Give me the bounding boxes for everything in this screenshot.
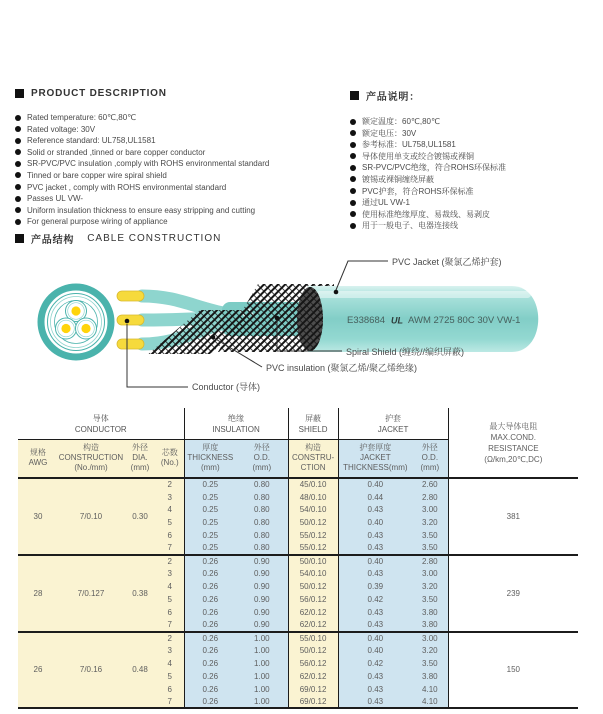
list-item xyxy=(350,128,599,140)
construction-title-en: CABLE CONSTRUCTION xyxy=(87,233,222,244)
ins-thickness-cell: 0.26 xyxy=(184,555,236,568)
conductor-tip xyxy=(117,315,144,325)
subheader-line: 芯数 xyxy=(161,448,178,457)
bullet-icon xyxy=(15,161,21,167)
core-count-cell: 4 xyxy=(156,580,184,593)
list-item xyxy=(350,220,599,232)
shield-construction-cell: 55/0.12 xyxy=(288,529,338,542)
ins-thickness-cell: 0.26 xyxy=(184,632,236,645)
jacket-od-cell: 2.80 xyxy=(412,555,448,568)
cable-cross-section xyxy=(41,287,111,357)
group-header-en: INSULATION xyxy=(212,425,260,434)
list-item-text: 导体使用单支或绞合镀锡或裸铜 xyxy=(362,151,474,161)
product-description-en xyxy=(15,88,350,232)
list-item xyxy=(15,170,350,182)
shield-construction-cell: 56/0.12 xyxy=(288,657,338,670)
resistance-header-line: RESISTANCE xyxy=(488,443,539,453)
section-title-text: PRODUCT DESCRIPTION xyxy=(31,88,167,99)
ins-od-cell: 0.90 xyxy=(236,593,288,606)
subheader-line: 规格 xyxy=(30,448,46,457)
ins-od-header xyxy=(236,440,288,479)
list-item xyxy=(15,216,350,228)
subheader-line: 外径 xyxy=(421,443,438,452)
core-count-cell: 7 xyxy=(156,619,184,632)
ins-thickness-cell: 0.25 xyxy=(184,504,236,517)
list-item-text: Rated temperature: 60℃,80℃ xyxy=(27,113,137,122)
specification-table xyxy=(18,408,578,709)
jacket-marking-spec: AWM 2725 80C 30V VW-1 xyxy=(408,315,521,326)
jacket-od-cell: 3.80 xyxy=(412,619,448,632)
awg-cell: 28 xyxy=(18,555,58,632)
section-title-cn xyxy=(350,88,599,103)
ins-od-cell: 0.80 xyxy=(236,542,288,555)
list-item-text: Tinned or bare copper wire spiral shield xyxy=(27,170,167,180)
core-count-cell: 5 xyxy=(156,670,184,683)
jacket-od-cell: 4.10 xyxy=(412,683,448,696)
conductor-tip xyxy=(117,339,144,349)
spec-row xyxy=(18,555,578,568)
list-item-text: Uniform insulation thickness to ensure easy stripping and cutting xyxy=(27,205,256,215)
jacket-od-cell: 3.20 xyxy=(412,580,448,593)
bullet-icon xyxy=(350,211,356,217)
spec-table xyxy=(18,408,578,709)
construction-section-title xyxy=(15,231,221,246)
spec-row xyxy=(18,632,578,645)
jacket-thickness-cell: 0.43 xyxy=(338,683,412,696)
ins-od-cell: 1.00 xyxy=(236,670,288,683)
jacket-thickness-cell: 0.43 xyxy=(338,606,412,619)
list-item xyxy=(15,205,350,217)
jacket-od-cell: 3.80 xyxy=(412,606,448,619)
construction-cell: 7/0.10 xyxy=(58,478,124,555)
resistance-header-line: (Ω/km,20℃,DC) xyxy=(484,454,543,464)
jacket-od-cell: 3.20 xyxy=(412,516,448,529)
awg-cell: 30 xyxy=(18,478,58,555)
conductor-group-header xyxy=(18,408,184,440)
subheader-line: O.D. xyxy=(253,453,271,462)
resistance-header xyxy=(448,408,578,478)
shield-construction-cell: 54/0.10 xyxy=(288,568,338,581)
jacket-od-cell: 3.80 xyxy=(412,670,448,683)
subheader-line: O.D. xyxy=(421,453,439,462)
section-title-text: 产品说明： xyxy=(366,92,420,103)
list-item xyxy=(15,147,350,159)
list-item-text: 参考标准：UL758,UL1581 xyxy=(362,140,456,150)
list-item xyxy=(350,151,599,163)
bullet-icon xyxy=(15,149,21,155)
ins-thickness-cell: 0.26 xyxy=(184,696,236,709)
core-count-cell: 3 xyxy=(156,644,184,657)
shield-construction-cell: 69/0.12 xyxy=(288,696,338,709)
list-item-text: SR-PVC/PVC绝缘，符合ROHS环保标准 xyxy=(362,163,507,173)
list-item xyxy=(15,112,350,124)
ins-thickness-cell: 0.25 xyxy=(184,491,236,504)
group-header-cn: 护套 xyxy=(385,414,402,423)
product-description-cn xyxy=(350,88,599,232)
jacket-od-cell: 3.50 xyxy=(412,657,448,670)
core-count-cell: 4 xyxy=(156,657,184,670)
jacket-od-cell: 2.60 xyxy=(412,478,448,491)
ins-od-cell: 1.00 xyxy=(236,644,288,657)
cable-construction-diagram xyxy=(0,250,603,410)
bullet-icon xyxy=(350,200,356,206)
jacket-thickness-cell: 0.43 xyxy=(338,568,412,581)
bullet-icon xyxy=(350,188,356,194)
construction-title-cn: 产品结构 xyxy=(31,235,75,246)
ins-od-cell: 0.80 xyxy=(236,516,288,529)
jacket-od-cell: 3.50 xyxy=(412,593,448,606)
shield-construction-cell: 62/0.12 xyxy=(288,619,338,632)
subheader-line: (mm) xyxy=(252,463,272,472)
subheader-line: 构造 xyxy=(83,443,99,452)
ins-thickness-cell: 0.26 xyxy=(184,670,236,683)
subheader-line: 构造 xyxy=(305,443,322,452)
list-item xyxy=(15,135,350,147)
ins-od-cell: 0.80 xyxy=(236,529,288,542)
spec-row xyxy=(18,478,578,491)
dia-cell: 0.38 xyxy=(124,555,156,632)
bullet-icon xyxy=(350,142,356,148)
subheader-line: (No./mm) xyxy=(74,463,108,472)
jacket-thickness-cell: 0.40 xyxy=(338,632,412,645)
core-count-cell: 3 xyxy=(156,568,184,581)
shield-construction-cell: 50/0.12 xyxy=(288,644,338,657)
ins-od-cell: 0.80 xyxy=(236,504,288,517)
ins-thickness-cell: 0.26 xyxy=(184,619,236,632)
jacket-od-cell: 3.20 xyxy=(412,644,448,657)
bullet-icon xyxy=(15,138,21,144)
group-header-row xyxy=(18,408,578,440)
core-count-cell: 2 xyxy=(156,478,184,491)
description-section xyxy=(15,88,599,232)
list-item-text: For general purpose wiring of appliance xyxy=(27,217,168,227)
core-count-cell: 7 xyxy=(156,696,184,709)
description-list-en xyxy=(15,112,350,228)
jacket-od-header xyxy=(412,440,448,479)
list-item xyxy=(350,139,599,151)
subheader-line: CONSTRUCTION xyxy=(58,453,124,462)
jacket-od-cell: 2.80 xyxy=(412,491,448,504)
ins-od-cell: 1.00 xyxy=(236,657,288,670)
ins-od-cell: 0.90 xyxy=(236,555,288,568)
core-count-cell: 7 xyxy=(156,542,184,555)
list-item-text: 额定温度：60℃,80℃ xyxy=(362,117,440,126)
shield-construction-cell: 50/0.12 xyxy=(288,516,338,529)
jacket-od-cell: 3.00 xyxy=(412,568,448,581)
spec-table-body xyxy=(18,478,578,708)
shield-construction-cell: 62/0.12 xyxy=(288,606,338,619)
resistance-cell: 239 xyxy=(448,555,578,632)
shield-construction-header xyxy=(288,440,338,479)
list-item xyxy=(350,162,599,174)
subheader-line: 外径 xyxy=(132,443,148,452)
list-item-text: 额定电压：30V xyxy=(362,128,417,138)
awg-header xyxy=(18,440,58,479)
jacket-thickness-cell: 0.43 xyxy=(338,670,412,683)
subheader-line: DIA. xyxy=(132,453,148,462)
list-item xyxy=(350,186,599,198)
subheader-line: CTION xyxy=(300,463,326,472)
jacket-thickness-cell: 0.43 xyxy=(338,542,412,555)
group-header-en: SHIELD xyxy=(298,425,328,434)
subheader-line: (No.) xyxy=(160,458,179,467)
list-item xyxy=(15,124,350,136)
bullet-icon xyxy=(350,223,356,229)
list-item-text: Rated voltage: 30V xyxy=(27,124,96,134)
jacket-thickness-cell: 0.40 xyxy=(338,555,412,568)
shield-construction-cell: 54/0.10 xyxy=(288,504,338,517)
list-item-text: Passes UL VW- xyxy=(27,194,84,204)
jacket-thickness-cell: 0.42 xyxy=(338,657,412,670)
shield-group-header xyxy=(288,408,338,440)
bullet-icon xyxy=(15,207,21,213)
ins-thickness-cell: 0.26 xyxy=(184,657,236,670)
subheader-line: (mm) xyxy=(130,463,150,472)
shield-construction-cell: 48/0.10 xyxy=(288,491,338,504)
ins-od-cell: 0.90 xyxy=(236,606,288,619)
group-header-en: JACKET xyxy=(377,425,409,434)
subheader-line: AWG xyxy=(28,458,48,467)
construction-cell: 7/0.16 xyxy=(58,632,124,709)
bullet-icon xyxy=(15,172,21,178)
core-count-cell: 6 xyxy=(156,529,184,542)
subheader-line: (mm) xyxy=(200,463,220,472)
list-item-text: 镀锡或裸铜缠绕屏蔽 xyxy=(362,174,434,184)
jacket-thickness-cell: 0.42 xyxy=(338,593,412,606)
ins-thickness-cell: 0.26 xyxy=(184,606,236,619)
square-bullet-icon xyxy=(15,234,24,243)
jacket-od-cell: 3.00 xyxy=(412,504,448,517)
ins-thickness-cell: 0.26 xyxy=(184,580,236,593)
list-item xyxy=(15,158,350,170)
dia-header xyxy=(124,440,156,479)
subheader-line: (mm) xyxy=(420,463,440,472)
jacket-thickness-cell: 0.43 xyxy=(338,529,412,542)
list-item-text: SR-PVC/PVC insulation ,comply with ROHS environmental standard xyxy=(27,159,270,169)
description-list-cn xyxy=(350,116,599,232)
list-item-text: 使用标准绝缘厚度、易裁线、易剥皮 xyxy=(362,209,490,219)
shield-label: Spiral Shield (缠绕//编织屏蔽) xyxy=(346,347,465,357)
core-count-cell: 3 xyxy=(156,491,184,504)
list-item-text: 通过UL VW-1 xyxy=(362,198,411,208)
group-header-cn: 导体 xyxy=(92,414,109,423)
insulation-label: PVC insulation (聚氯乙烯/聚乙烯绝缘) xyxy=(266,363,418,373)
construction-header xyxy=(58,440,124,479)
group-header-cn: 屏蔽 xyxy=(305,414,322,423)
awg-cell: 26 xyxy=(18,632,58,709)
jacket-thickness-cell: 0.40 xyxy=(338,478,412,491)
ins-thickness-header xyxy=(184,440,236,479)
list-item xyxy=(15,182,350,194)
jacket-thickness-cell: 0.40 xyxy=(338,644,412,657)
ins-od-cell: 0.90 xyxy=(236,619,288,632)
ins-thickness-cell: 0.25 xyxy=(184,516,236,529)
subheader-line: 外径 xyxy=(253,443,270,452)
jacket-od-cell: 4.10 xyxy=(412,696,448,709)
subheader-line: JACKET xyxy=(359,453,391,462)
list-item-text: Solid or stranded ,tinned or bare copper conductor xyxy=(27,147,206,157)
subheader-line: 厚度 xyxy=(202,443,219,452)
bullet-icon xyxy=(15,196,21,202)
cable-side-view xyxy=(117,284,538,354)
ins-thickness-cell: 0.26 xyxy=(184,568,236,581)
group-header-en: CONDUCTOR xyxy=(74,425,127,434)
ins-od-cell: 0.90 xyxy=(236,568,288,581)
square-bullet-icon xyxy=(15,89,24,98)
jacket-thickness-cell: 0.43 xyxy=(338,619,412,632)
insulation-group-header xyxy=(184,408,288,440)
ins-od-cell: 1.00 xyxy=(236,632,288,645)
bullet-icon xyxy=(15,126,21,132)
bullet-icon xyxy=(350,153,356,159)
ins-thickness-cell: 0.25 xyxy=(184,529,236,542)
list-item-text: Reference standard: UL758,UL1581 xyxy=(27,136,156,146)
ins-od-cell: 0.80 xyxy=(236,478,288,491)
list-item xyxy=(350,174,599,186)
conductor-label: Conductor (导体) xyxy=(192,382,261,392)
jacket-thickness-header xyxy=(338,440,412,479)
list-item xyxy=(350,209,599,221)
bullet-icon xyxy=(15,219,21,225)
jacket-thickness-cell: 0.40 xyxy=(338,516,412,529)
cross-section-core xyxy=(76,318,97,339)
jacket-label: PVC Jacket (聚氯乙烯护套) xyxy=(392,257,502,267)
jacket-thickness-cell: 0.43 xyxy=(338,504,412,517)
core-count-cell: 5 xyxy=(156,516,184,529)
core-count-cell: 4 xyxy=(156,504,184,517)
shield-construction-cell: 69/0.12 xyxy=(288,683,338,696)
core-count-cell: 5 xyxy=(156,593,184,606)
jacket-thickness-cell: 0.43 xyxy=(338,696,412,709)
ins-thickness-cell: 0.26 xyxy=(184,644,236,657)
shield-construction-cell: 50/0.10 xyxy=(288,555,338,568)
shield-construction-cell: 62/0.12 xyxy=(288,670,338,683)
bullet-icon xyxy=(350,165,356,171)
ins-od-cell: 0.90 xyxy=(236,580,288,593)
core-count-cell: 6 xyxy=(156,683,184,696)
ins-od-cell: 0.80 xyxy=(236,491,288,504)
bullet-icon xyxy=(350,176,356,182)
subheader-line: THICKNESS(mm) xyxy=(343,463,408,472)
list-item-text: PVC jacket , comply with ROHS environmental standard xyxy=(27,182,227,192)
jacket-group-header xyxy=(338,408,448,440)
subheader-line: THICKNESS xyxy=(187,453,234,462)
bullet-icon xyxy=(15,184,21,190)
resistance-header-line: 最大导体电阻 xyxy=(489,421,538,431)
bullet-icon xyxy=(350,119,356,125)
square-bullet-icon xyxy=(350,91,359,100)
ins-od-cell: 1.00 xyxy=(236,683,288,696)
list-item xyxy=(15,193,350,205)
core-count-cell: 6 xyxy=(156,606,184,619)
group-header-cn: 绝缘 xyxy=(228,414,245,423)
list-item xyxy=(350,116,599,128)
conductor-tip xyxy=(117,291,144,301)
resistance-cell: 150 xyxy=(448,632,578,709)
list-item-text: PVC护套，符合ROHS环保标准 xyxy=(362,186,474,196)
shield-construction-cell: 50/0.12 xyxy=(288,580,338,593)
list-item-text: 用于一般电子、电器连接线 xyxy=(362,221,458,231)
shield-construction-cell: 55/0.10 xyxy=(288,632,338,645)
bullet-icon xyxy=(350,130,356,136)
cores-header xyxy=(156,440,184,479)
jacket-thickness-cell: 0.44 xyxy=(338,491,412,504)
ins-thickness-cell: 0.26 xyxy=(184,593,236,606)
shield-construction-cell: 56/0.12 xyxy=(288,593,338,606)
core-count-cell: 2 xyxy=(156,632,184,645)
jacket-od-cell: 3.50 xyxy=(412,529,448,542)
shield-construction-cell: 45/0.10 xyxy=(288,478,338,491)
construction-cell: 7/0.127 xyxy=(58,555,124,632)
bullet-icon xyxy=(15,115,21,121)
resistance-cell: 381 xyxy=(448,478,578,555)
jacket-od-cell: 3.00 xyxy=(412,632,448,645)
ins-thickness-cell: 0.26 xyxy=(184,683,236,696)
subheader-line: CONSTRU- xyxy=(291,453,335,462)
jacket-marking-cert: E338684 xyxy=(347,315,386,326)
ins-od-cell: 1.00 xyxy=(236,696,288,709)
section-title-en xyxy=(15,88,350,99)
dia-cell: 0.48 xyxy=(124,632,156,709)
shield-construction-cell: 55/0.12 xyxy=(288,542,338,555)
resistance-header-line: MAX.COND. xyxy=(490,432,536,442)
list-item xyxy=(350,197,599,209)
ins-thickness-cell: 0.25 xyxy=(184,478,236,491)
jacket-od-cell: 3.50 xyxy=(412,542,448,555)
ul-logo-icon: UL xyxy=(391,315,403,326)
core-count-cell: 2 xyxy=(156,555,184,568)
jacket-thickness-cell: 0.39 xyxy=(338,580,412,593)
dia-cell: 0.30 xyxy=(124,478,156,555)
cross-section-core xyxy=(56,318,77,339)
subheader-line: 护套厚度 xyxy=(359,443,392,452)
ins-thickness-cell: 0.25 xyxy=(184,542,236,555)
